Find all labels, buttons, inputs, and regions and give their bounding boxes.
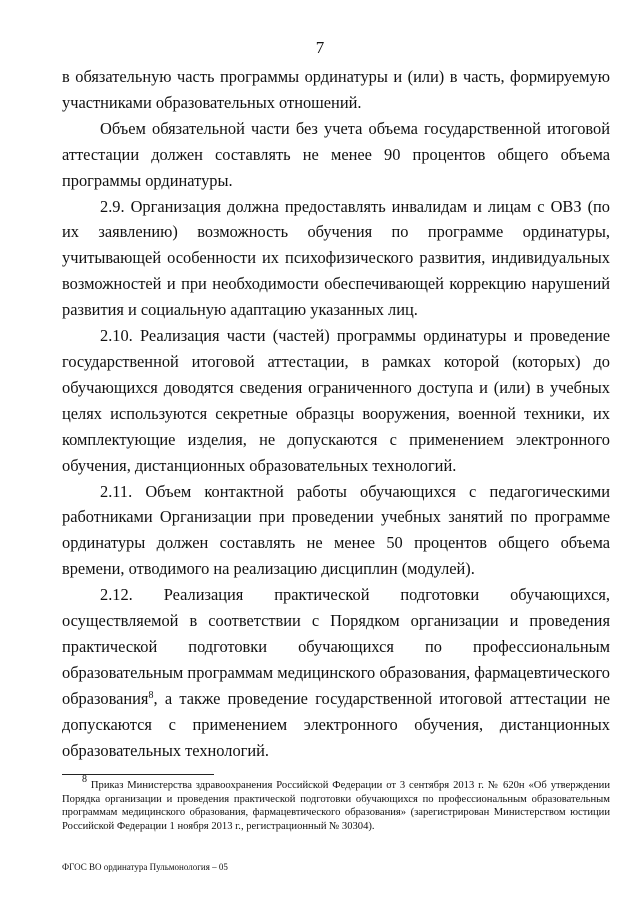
footnote: [62, 774, 610, 834]
page-footer: ФГОС ВО ординатура Пульмонология – 05: [62, 862, 228, 872]
paragraph-2-12: [62, 582, 610, 763]
paragraph-2-9: 2.9. Организация должна предоставлять инвалидам и лицам с ОВЗ (по их заявлению) возможность обучения по программе ординатуры, учитывающей особенности их психофизического развития, индивидуальных возможностей и при необходимости обеспечивающей коррекцию нарушений развития и социальную адаптацию указанных лиц.: [62, 196, 610, 320]
paragraph-mandatory-part-volume: Объем обязательной части без учета объема государственной итоговой аттестации должен составлять не менее 90 процентов общего объема программы ординатуры.: [62, 118, 610, 190]
paragraph-continuation: в обязательную часть программы ординатуры и (или) в часть, формируемую участниками образовательных отношений.: [62, 67, 610, 112]
document-body: [62, 64, 610, 763]
paragraph-2-10: 2.10. Реализация части (частей) программы ординатуры и проведение государственной итоговой аттестации, в рамках которой (которых) до обучающихся доводятся сведения ограниченного доступа и (или) в учебных целях используются секретные образцы вооружения, военной техники, их комплектующие изделия, не допускаются с применением электронного обучения, дистанционных образовательных технологий.: [62, 326, 610, 475]
paragraph-2-12-text-before: 2.12. Реализация практической подготовки обучающихся, осуществляемой в соответствии с Порядком организации и проведения практической подготовки обучающихся по профессиональным образовательным программам медицинского образования, фармацевтического образования: [62, 585, 610, 708]
page-number: 7: [315, 38, 325, 57]
footnote-text: Приказ Министерства здравоохранения Российской Федерации от 3 сентября 2013 г. № 620н «Об утверждении Порядка организации и проведения практической подготовки обучающихся по профессиональным образовательным программам медицинского образования, фармацевтического образования» (зарегистрирован Министерством юстиции Российской Федерации 1 ноября 2013 г., регистрационный № 30304).: [62, 780, 610, 833]
footnote-marker: 8: [82, 774, 87, 785]
paragraph-2-12-text-after: , а также проведение государственной итоговой аттестации не допускаются с применением электронного обучения, дистанционных образовательных технологий.: [62, 688, 610, 760]
footnote-reference: 8: [148, 689, 154, 701]
paragraph-2-11: 2.11. Объем контактной работы обучающихся с педагогическими работниками Организации при проведении учебных занятий по программе ординатуры должен составлять не менее 50 процентов общего объема времени, отводимого на реализацию дисциплин (модулей).: [62, 481, 610, 579]
